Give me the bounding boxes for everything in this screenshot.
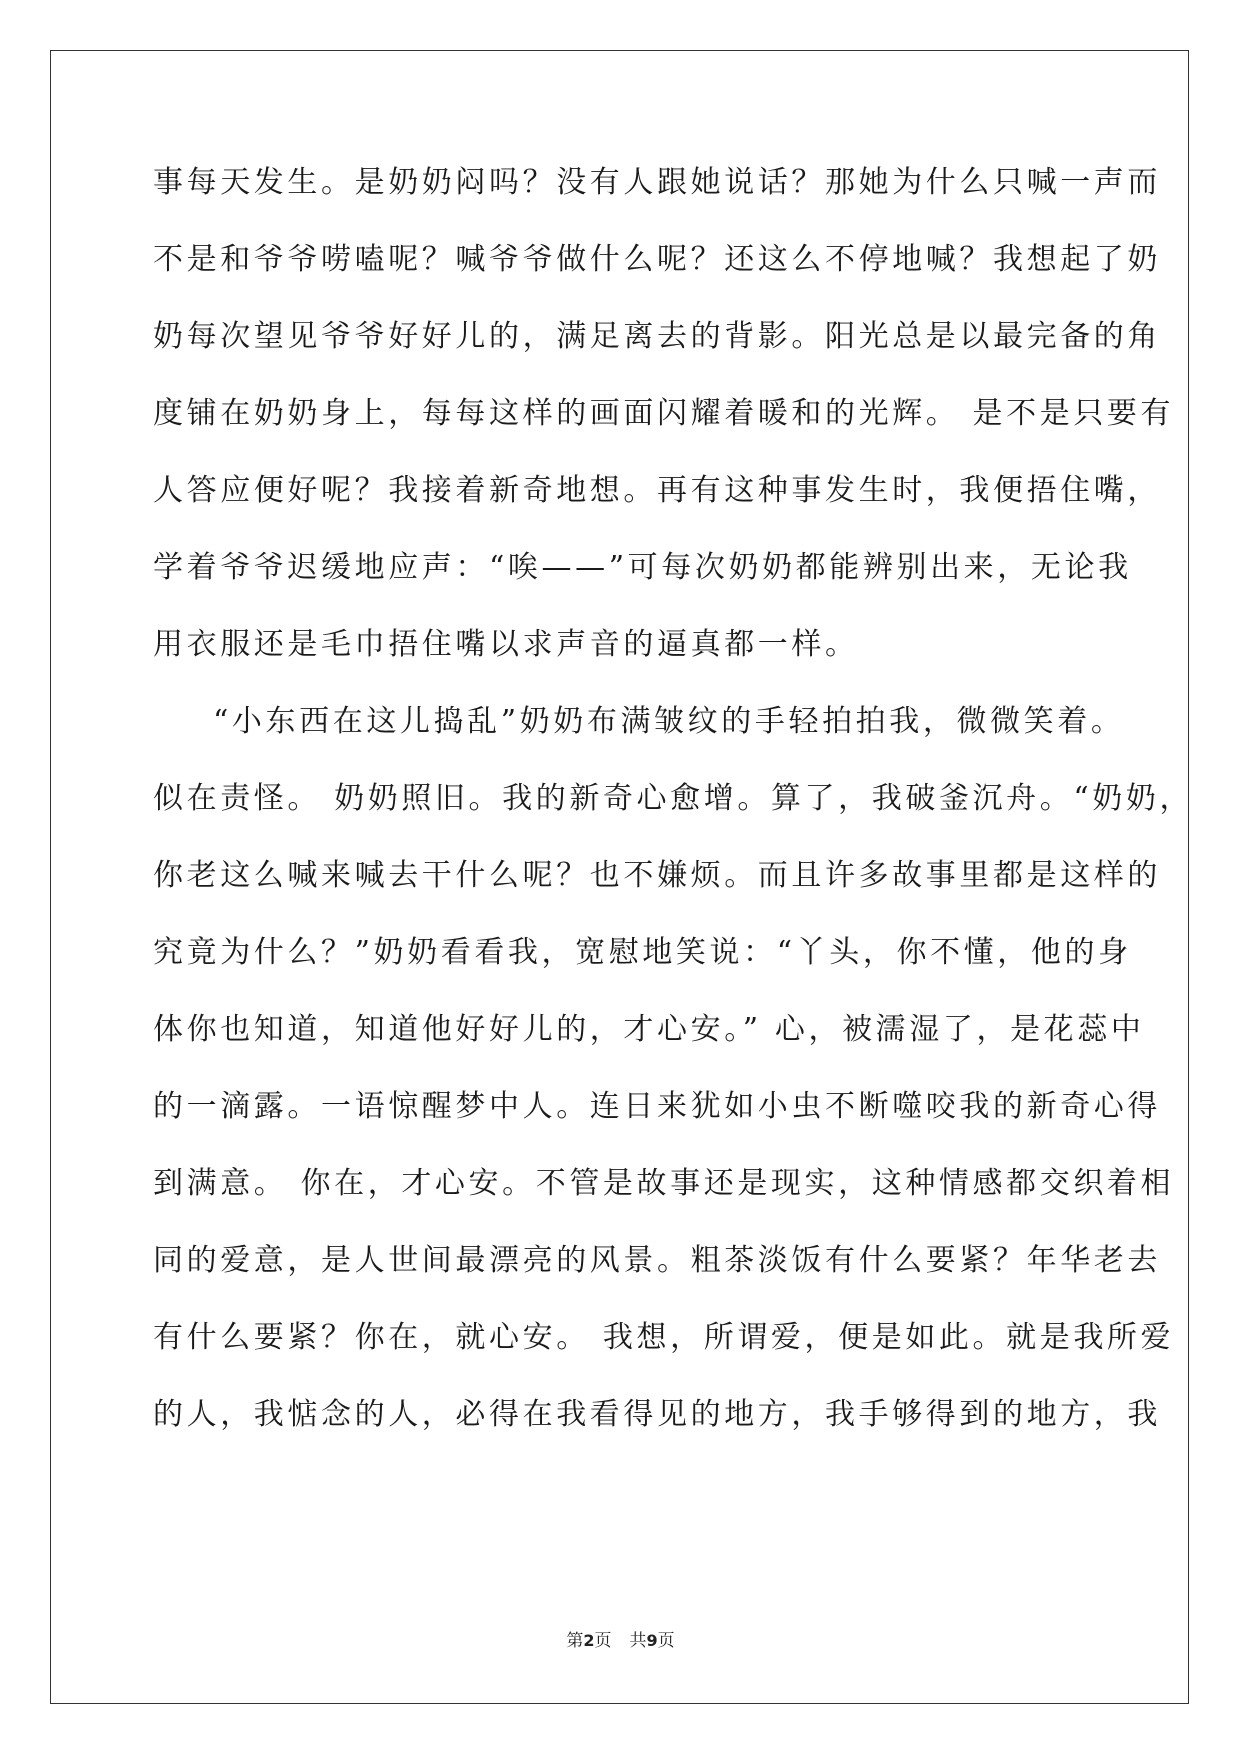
text-line: 你老这么喊来喊去干什么呢？也不嫌烦。而且许多故事里都是这样的 xyxy=(153,858,1161,893)
text-line: 的一滴露。一语惊醒梦中人。连日来犹如小虫不断噬咬我的新奇心得 xyxy=(153,1089,1161,1124)
total-prefix: 共 xyxy=(629,1631,647,1651)
total-pages: 9 xyxy=(646,1631,658,1650)
text-line: 奶每次望见爷爷好好儿的，满足离去的背影。阳光总是以最完备的角 xyxy=(153,319,1161,354)
text-line: 不是和爷爷唠嗑呢？喊爷爷做什么呢？还这么不停地喊？我想起了奶 xyxy=(153,242,1161,277)
text-line: 体你也知道，知道他好好儿的，才心安。” 心，被濡湿了，是花蕊中 xyxy=(153,1012,1145,1047)
text-line: 学着爷爷迟缓地应声：“唉——”可每次奶奶都能辨别出来，无论我 xyxy=(153,550,1132,585)
text-line: 度铺在奶奶身上，每每这样的画面闪耀着暖和的光辉。 是不是只要有 xyxy=(153,396,1175,431)
page-number: 2 xyxy=(583,1631,595,1650)
text-line: 到满意。 你在，才心安。不管是故事还是现实，这种情感都交织着相 xyxy=(153,1166,1175,1201)
paragraph-first-line: “小东西在这儿捣乱”奶奶布满皱纹的手轻拍拍我，微微笑着。 xyxy=(213,704,1125,739)
text-line: 究竟为什么？”奶奶看看我，宽慰地笑说：“丫头，你不懂，他的身 xyxy=(153,935,1132,970)
text-line: 似在责怪。 奶奶照旧。我的新奇心愈增。算了，我破釜沉舟。“奶奶， xyxy=(153,781,1194,816)
document-body xyxy=(153,153,1194,1462)
page-suffix: 页 xyxy=(594,1631,612,1651)
text-line: 的人，我惦念的人，必得在我看得见的地方，我手够得到的地方，我 xyxy=(153,1397,1161,1432)
page-footer xyxy=(0,1626,1241,1651)
text-line: 有什么要紧？你在，就心安。 我想，所谓爱，便是如此。就是我所爱 xyxy=(153,1320,1175,1355)
text-line: 用衣服还是毛巾捂住嘴以求声音的逼真都一样。 xyxy=(153,627,859,662)
text-line: 同的爱意，是人世间最漂亮的风景。粗茶淡饭有什么要紧？年华老去 xyxy=(153,1243,1161,1278)
page-prefix: 第 xyxy=(566,1631,584,1651)
text-line: 人答应便好呢？我接着新奇地想。再有这种事发生时，我便捂住嘴， xyxy=(153,473,1161,508)
text-line: 事每天发生。是奶奶闷吗？没有人跟她说话？那她为什么只喊一声而 xyxy=(153,165,1161,200)
total-suffix: 页 xyxy=(657,1631,675,1651)
